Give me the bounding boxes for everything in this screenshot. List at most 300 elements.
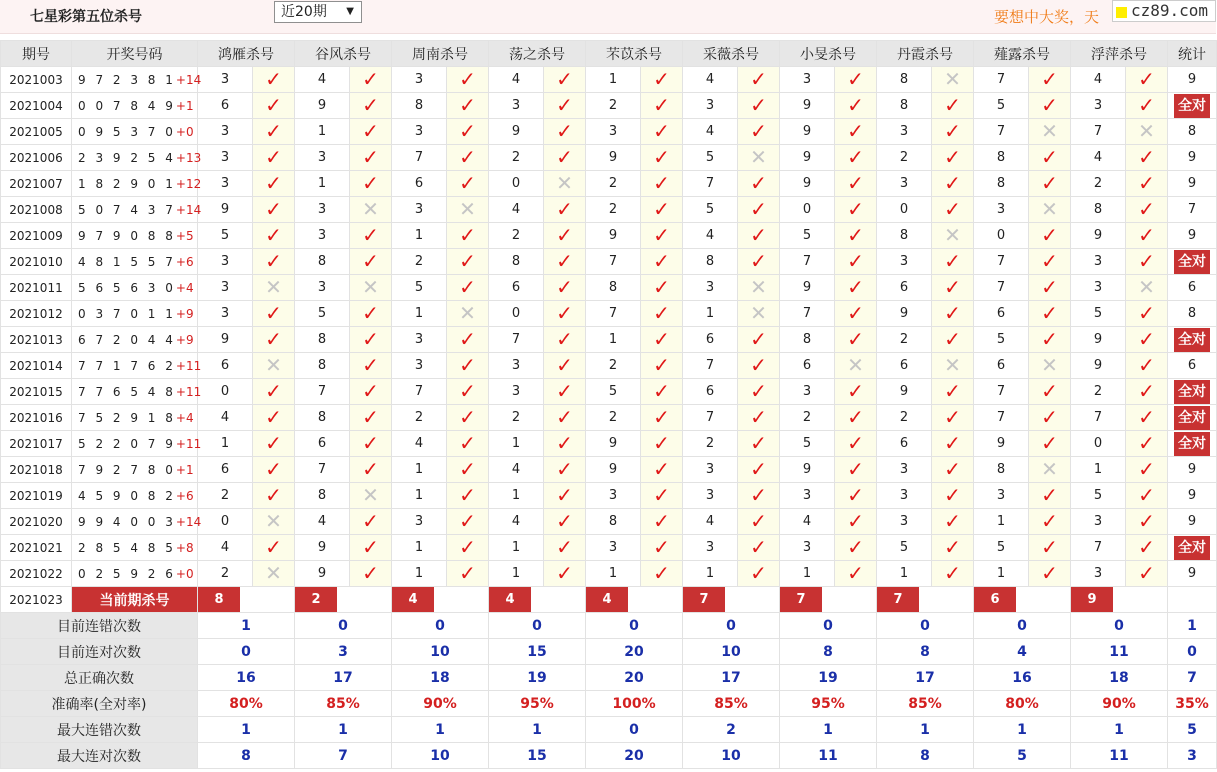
check-icon: ✓ (944, 171, 961, 195)
kill-number: 3 (489, 353, 544, 379)
result-wrong (932, 67, 974, 93)
result-correct (1126, 67, 1168, 93)
kill-number: 8 (974, 171, 1029, 197)
result-wrong (350, 483, 392, 509)
kill-number: 1 (392, 223, 447, 249)
all-right-badge: 全对 (1174, 328, 1210, 352)
result-correct (835, 301, 877, 327)
result-correct (544, 561, 586, 587)
stat-label: 总正确次数 (1, 665, 198, 691)
current-kill-number: 2 (295, 587, 337, 612)
check-icon: ✓ (1041, 223, 1058, 247)
kill-number: 9 (780, 145, 835, 171)
column-header: 统计 (1168, 41, 1217, 67)
kill-number: 4 (295, 67, 350, 93)
kill-number: 3 (1071, 561, 1126, 587)
kill-number: 3 (198, 275, 253, 301)
check-icon: ✓ (750, 67, 767, 91)
issue-number: 2021016 (1, 405, 72, 431)
promo-banner[interactable]: 要想中大奖，天 (994, 8, 1100, 26)
kill-number: 3 (1071, 509, 1126, 535)
check-icon: ✓ (653, 379, 670, 403)
check-icon: ✓ (265, 301, 282, 325)
result-correct (253, 379, 295, 405)
kill-number: 3 (295, 197, 350, 223)
check-icon: ✓ (1041, 561, 1058, 585)
result-correct (835, 431, 877, 457)
check-icon: ✓ (750, 197, 767, 221)
kill-number: 5 (877, 535, 932, 561)
draw-digits: 7 7 6 5 4 8 (78, 384, 176, 399)
check-icon: ✓ (1138, 431, 1155, 455)
issue-number: 2021013 (1, 327, 72, 353)
result-correct (932, 431, 974, 457)
current-stat-empty (1168, 587, 1217, 613)
kill-number: 1 (392, 535, 447, 561)
stat-value: 80% (198, 691, 295, 717)
check-icon: ✓ (556, 379, 573, 403)
draw-numbers (72, 197, 202, 223)
stat-value: 1 (392, 717, 489, 743)
result-correct (641, 223, 683, 249)
result-correct (738, 405, 780, 431)
row-stat: 9 (1168, 67, 1217, 93)
result-correct (447, 353, 489, 379)
kill-number: 1 (198, 431, 253, 457)
stat-value: 10 (392, 743, 489, 769)
result-correct (447, 457, 489, 483)
draw-digits: 1 8 2 9 0 1 (78, 176, 176, 191)
check-icon: ✓ (847, 93, 864, 117)
draw-extra: +11 (175, 436, 202, 451)
kill-number: 3 (877, 457, 932, 483)
kill-number: 7 (974, 249, 1029, 275)
draw-digits: 0 0 7 8 4 9 (78, 98, 176, 113)
result-correct (932, 457, 974, 483)
cross-icon: ✕ (362, 275, 379, 299)
table-row (1, 379, 1217, 405)
check-icon: ✓ (1138, 561, 1155, 585)
check-icon: ✓ (265, 249, 282, 273)
result-correct (641, 93, 683, 119)
draw-digits: 7 5 2 9 1 8 (78, 410, 176, 425)
all-right-badge: 全对 (1174, 536, 1210, 560)
check-icon: ✓ (1041, 535, 1058, 559)
kill-number: 3 (392, 509, 447, 535)
result-correct (738, 119, 780, 145)
result-correct (738, 249, 780, 275)
result-correct (544, 223, 586, 249)
check-icon: ✓ (750, 509, 767, 533)
check-icon: ✓ (556, 535, 573, 559)
check-icon: ✓ (265, 67, 282, 91)
kill-number: 0 (198, 509, 253, 535)
stat-row (1, 665, 1217, 691)
kill-number: 3 (489, 93, 544, 119)
table-row (1, 249, 1217, 275)
check-icon: ✓ (459, 535, 476, 559)
check-icon: ✓ (653, 327, 670, 351)
row-stat: 9 (1168, 145, 1217, 171)
kill-number: 2 (586, 93, 641, 119)
check-icon: ✓ (556, 457, 573, 481)
kill-number: 2 (198, 561, 253, 587)
stat-value: 15 (489, 639, 586, 665)
result-wrong (253, 275, 295, 301)
result-correct (932, 561, 974, 587)
check-icon: ✓ (362, 509, 379, 533)
current-kill-cell (392, 587, 489, 613)
result-correct (641, 249, 683, 275)
stat-value: 0 (295, 613, 392, 639)
table-row (1, 509, 1217, 535)
cross-icon: ✕ (265, 509, 282, 533)
kill-number: 8 (780, 327, 835, 353)
kill-number: 6 (198, 457, 253, 483)
draw-digits: 2 3 9 2 5 4 (78, 150, 176, 165)
cross-icon: ✕ (1041, 353, 1058, 377)
stat-value: 7 (1168, 665, 1217, 691)
page-title: 七星彩第五位杀号 (30, 9, 142, 25)
kill-number: 3 (198, 301, 253, 327)
kill-number: 6 (198, 353, 253, 379)
check-icon: ✓ (653, 509, 670, 533)
check-icon: ✓ (362, 431, 379, 455)
issue-number: 2021008 (1, 197, 72, 223)
kill-number: 2 (877, 145, 932, 171)
kill-number: 3 (198, 67, 253, 93)
kill-number: 3 (198, 145, 253, 171)
draw-numbers (72, 405, 198, 431)
kill-number: 0 (877, 197, 932, 223)
table-row (1, 353, 1217, 379)
cross-icon: ✕ (1138, 275, 1155, 299)
kill-number: 2 (1071, 379, 1126, 405)
period-select[interactable] (274, 1, 362, 23)
stat-value: 20 (586, 743, 683, 769)
chevron-down-icon: ▼ (346, 6, 354, 17)
result-correct (738, 457, 780, 483)
check-icon: ✓ (1138, 249, 1155, 273)
issue-number: 2021009 (1, 223, 72, 249)
result-correct (835, 405, 877, 431)
kill-number: 8 (295, 353, 350, 379)
check-icon: ✓ (653, 483, 670, 507)
check-icon: ✓ (1041, 405, 1058, 429)
check-icon: ✓ (556, 145, 573, 169)
check-icon: ✓ (362, 171, 379, 195)
draw-digits: 5 2 2 0 7 9 (78, 436, 176, 451)
check-icon: ✓ (362, 119, 379, 143)
draw-extra: +4 (175, 280, 194, 295)
kill-number: 4 (683, 119, 738, 145)
result-correct (350, 223, 392, 249)
check-icon: ✓ (1041, 431, 1058, 455)
stat-value: 10 (392, 639, 489, 665)
cross-icon: ✕ (944, 223, 961, 247)
kill-number: 5 (974, 535, 1029, 561)
result-correct (738, 223, 780, 249)
check-icon: ✓ (944, 327, 961, 351)
check-icon: ✓ (362, 249, 379, 273)
draw-digits: 0 9 5 3 7 0 (78, 124, 176, 139)
check-icon: ✓ (653, 249, 670, 273)
kill-number: 7 (974, 67, 1029, 93)
column-header: 鸿雁杀号 (198, 41, 295, 67)
result-correct (544, 301, 586, 327)
result-correct (253, 119, 295, 145)
result-correct (932, 509, 974, 535)
kill-number: 5 (683, 197, 738, 223)
kill-number: 1 (392, 483, 447, 509)
check-icon: ✓ (1138, 483, 1155, 507)
stat-value: 1 (295, 717, 392, 743)
draw-extra: +6 (175, 488, 194, 503)
kill-number: 3 (683, 275, 738, 301)
check-icon: ✓ (944, 275, 961, 299)
kill-number: 5 (974, 327, 1029, 353)
kill-number: 3 (683, 457, 738, 483)
check-icon: ✓ (1138, 457, 1155, 481)
result-correct (835, 457, 877, 483)
cross-icon: ✕ (847, 353, 864, 377)
table-row (1, 457, 1217, 483)
current-kill-cell (780, 587, 877, 613)
check-icon: ✓ (362, 405, 379, 429)
result-correct (738, 535, 780, 561)
check-icon: ✓ (362, 327, 379, 351)
stat-value: 35% (1168, 691, 1217, 717)
check-icon: ✓ (847, 457, 864, 481)
kill-number: 3 (586, 119, 641, 145)
result-correct (641, 301, 683, 327)
kill-number: 7 (683, 171, 738, 197)
result-correct (350, 249, 392, 275)
check-icon: ✓ (750, 93, 767, 117)
result-correct (253, 327, 295, 353)
check-icon: ✓ (944, 457, 961, 481)
kill-number: 5 (295, 301, 350, 327)
check-icon: ✓ (1041, 379, 1058, 403)
kill-number: 4 (683, 509, 738, 535)
check-icon: ✓ (944, 301, 961, 325)
result-correct (738, 353, 780, 379)
result-correct (544, 509, 586, 535)
stat-value: 85% (683, 691, 780, 717)
row-stat: 7 (1168, 197, 1217, 223)
check-icon: ✓ (944, 93, 961, 117)
result-correct (1029, 405, 1071, 431)
kill-number: 3 (295, 275, 350, 301)
check-icon: ✓ (556, 301, 573, 325)
kill-number: 5 (683, 145, 738, 171)
current-kill-cell (586, 587, 683, 613)
draw-digits: 7 7 1 7 6 2 (78, 358, 176, 373)
kill-number: 1 (586, 327, 641, 353)
result-correct (641, 431, 683, 457)
table-row (1, 405, 1217, 431)
result-correct (738, 509, 780, 535)
kill-number: 3 (586, 483, 641, 509)
result-correct (1029, 535, 1071, 561)
check-icon: ✓ (653, 119, 670, 143)
kill-number: 8 (877, 67, 932, 93)
cross-icon: ✕ (750, 275, 767, 299)
result-correct (641, 483, 683, 509)
issue-number: 2021011 (1, 275, 72, 301)
check-icon: ✓ (265, 405, 282, 429)
check-icon: ✓ (1138, 67, 1155, 91)
result-correct (544, 197, 586, 223)
result-correct (932, 119, 974, 145)
stat-value: 0 (586, 613, 683, 639)
result-wrong (253, 353, 295, 379)
check-icon: ✓ (750, 249, 767, 273)
table-row (1, 145, 1217, 171)
result-correct (641, 353, 683, 379)
result-correct (447, 379, 489, 405)
kill-number: 1 (489, 561, 544, 587)
check-icon: ✓ (1138, 301, 1155, 325)
check-icon: ✓ (847, 379, 864, 403)
kill-number: 9 (780, 93, 835, 119)
draw-digits: 0 2 5 9 2 6 (78, 566, 176, 581)
draw-extra: +11 (175, 358, 202, 373)
stat-value: 10 (683, 743, 780, 769)
kill-number: 3 (877, 119, 932, 145)
result-correct (350, 67, 392, 93)
kill-number: 4 (198, 405, 253, 431)
draw-numbers (72, 119, 198, 145)
kill-number: 4 (683, 67, 738, 93)
row-stat (1168, 535, 1217, 561)
kill-number: 6 (683, 379, 738, 405)
result-correct (1126, 379, 1168, 405)
all-right-badge: 全对 (1174, 250, 1210, 274)
result-correct (253, 431, 295, 457)
kill-number: 5 (1071, 301, 1126, 327)
check-icon: ✓ (459, 431, 476, 455)
draw-digits: 9 9 4 0 0 3 (78, 514, 176, 529)
check-icon: ✓ (750, 119, 767, 143)
result-correct (1029, 275, 1071, 301)
result-correct (932, 145, 974, 171)
draw-extra: +11 (175, 384, 202, 399)
kill-number: 8 (295, 249, 350, 275)
site-badge[interactable] (1112, 0, 1216, 22)
kill-number: 3 (780, 483, 835, 509)
check-icon: ✓ (944, 483, 961, 507)
result-correct (1029, 223, 1071, 249)
kill-number: 9 (780, 119, 835, 145)
result-correct (835, 509, 877, 535)
check-icon: ✓ (1041, 301, 1058, 325)
kill-number: 7 (295, 457, 350, 483)
kill-number: 9 (198, 327, 253, 353)
cross-icon: ✕ (265, 275, 282, 299)
cross-icon: ✕ (1041, 119, 1058, 143)
kill-number: 1 (877, 561, 932, 587)
result-correct (641, 561, 683, 587)
row-stat (1168, 431, 1217, 457)
result-correct (350, 145, 392, 171)
stat-value: 15 (489, 743, 586, 769)
result-correct (447, 275, 489, 301)
kill-number: 9 (198, 197, 253, 223)
check-icon: ✓ (1041, 249, 1058, 273)
check-icon: ✓ (459, 249, 476, 273)
result-correct (544, 119, 586, 145)
draw-digits: 6 7 2 0 4 4 (78, 332, 176, 347)
check-icon: ✓ (653, 353, 670, 377)
check-icon: ✓ (653, 457, 670, 481)
draw-extra: +9 (175, 332, 194, 347)
result-wrong (350, 197, 392, 223)
check-icon: ✓ (750, 535, 767, 559)
kill-number: 1 (392, 561, 447, 587)
issue-number: 2021012 (1, 301, 72, 327)
table-row (1, 67, 1217, 93)
stat-value: 3 (1168, 743, 1217, 769)
result-correct (447, 249, 489, 275)
issue-number: 2021014 (1, 353, 72, 379)
result-correct (835, 327, 877, 353)
check-icon: ✓ (265, 379, 282, 403)
check-icon: ✓ (362, 379, 379, 403)
kill-number: 4 (780, 509, 835, 535)
check-icon: ✓ (459, 223, 476, 247)
check-icon: ✓ (1138, 93, 1155, 117)
check-icon: ✓ (1138, 379, 1155, 403)
stat-value: 0 (198, 639, 295, 665)
check-icon: ✓ (265, 145, 282, 169)
stat-value: 4 (974, 639, 1071, 665)
stat-value: 0 (1071, 613, 1168, 639)
kill-number: 3 (198, 119, 253, 145)
kill-number: 3 (295, 223, 350, 249)
kill-number: 3 (974, 483, 1029, 509)
current-kill-cell (198, 587, 295, 613)
kill-number: 3 (780, 67, 835, 93)
draw-extra: +6 (175, 254, 194, 269)
check-icon: ✓ (847, 405, 864, 429)
result-correct (1029, 171, 1071, 197)
current-kill-number: 7 (683, 587, 725, 612)
check-icon: ✓ (944, 119, 961, 143)
draw-numbers (72, 67, 202, 93)
result-wrong (1029, 353, 1071, 379)
check-icon: ✓ (459, 379, 476, 403)
result-correct (544, 93, 586, 119)
result-correct (932, 483, 974, 509)
kill-number: 7 (974, 275, 1029, 301)
kill-number: 9 (974, 431, 1029, 457)
kill-number: 7 (683, 353, 738, 379)
table-row (1, 535, 1217, 561)
result-wrong (253, 561, 295, 587)
kill-number: 1 (780, 561, 835, 587)
result-correct (1126, 301, 1168, 327)
kill-number: 4 (1071, 67, 1126, 93)
table-row (1, 431, 1217, 457)
kill-number: 9 (295, 561, 350, 587)
result-correct (738, 379, 780, 405)
check-icon: ✓ (1041, 93, 1058, 117)
draw-numbers (72, 535, 198, 561)
result-correct (1126, 457, 1168, 483)
table-row (1, 197, 1217, 223)
kill-number: 5 (198, 223, 253, 249)
